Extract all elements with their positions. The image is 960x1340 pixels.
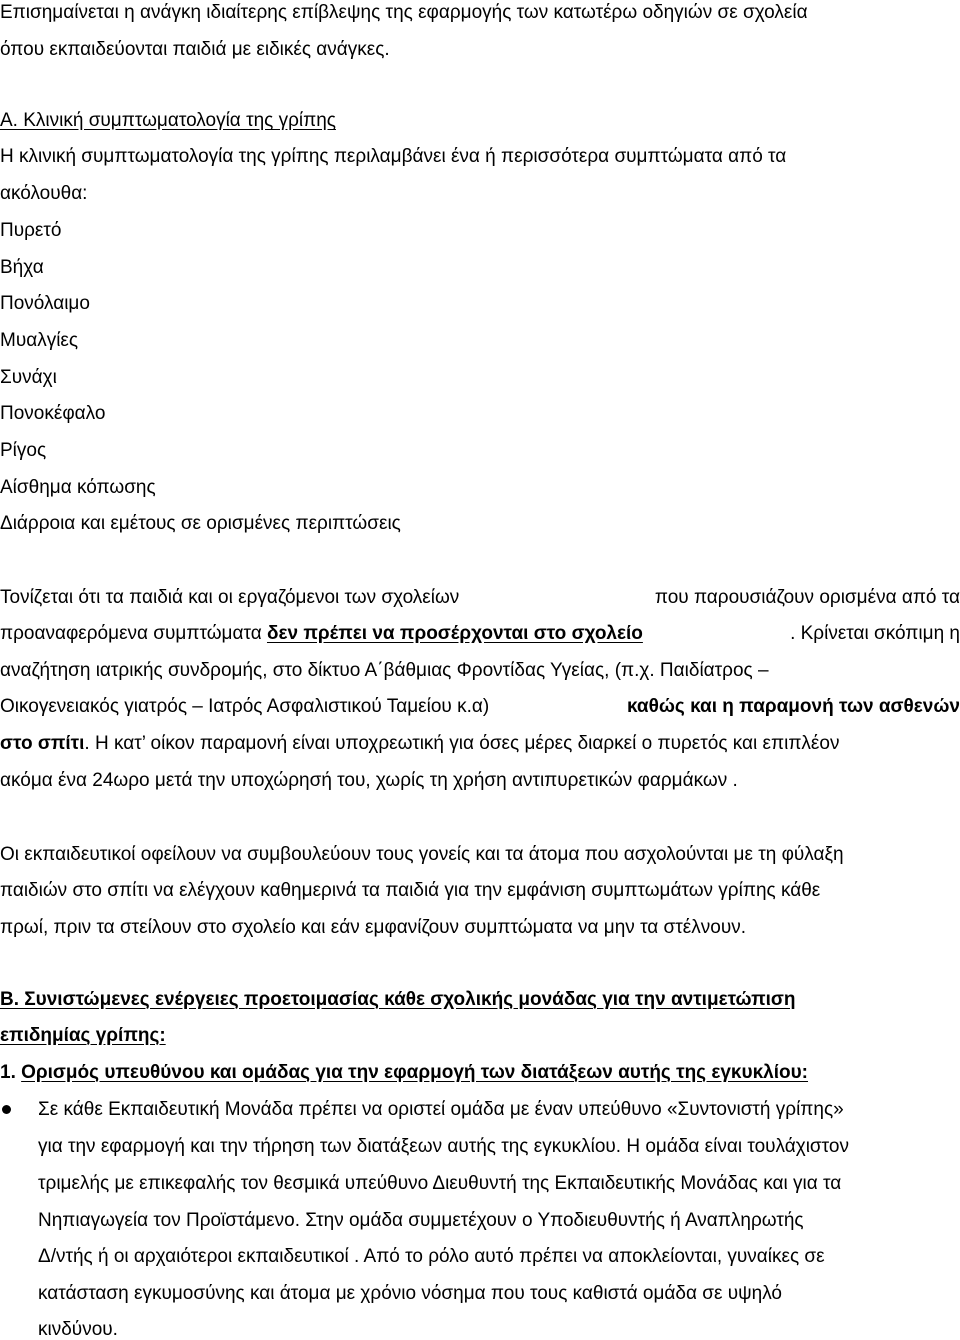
bullet-line: τριμελής με επικεφαλής τον θεσμικά υπεύθυνο Διευθυντή της Εκπαιδευτικής Μονάδας και για τα xyxy=(38,1173,842,1194)
emphasis-text: Οικογενειακός γιατρός – Ιατρός Ασφαλιστικού Ταμείου κ.α) xyxy=(0,696,490,717)
intro-line-1: Επισημαίνεται η ανάγκη ιδιαίτερης επίβλεψης της εφαρμογής των κατωτέρω οδηγιών σε σχολεία xyxy=(0,2,808,23)
subheading-title: Ορισμός υπευθύνου και ομάδας για την εφαρμογή των διατάξεων αυτής της εγκυκλίου: xyxy=(21,1062,809,1083)
symptom-item: Βήχα xyxy=(0,257,44,278)
emphasis-bold-warning: δεν πρέπει να προσέρχονται στο σχολείο xyxy=(266,623,643,644)
emphasis-line-1 xyxy=(0,588,960,607)
emphasis-text: που παρουσιάζουν ορισμένα από τα xyxy=(654,587,960,608)
subheading-number: 1. xyxy=(0,1062,22,1083)
bullet-line: για την εφαρμογή και την τήρηση των διατάξεων αυτής της εγκυκλίου. Η ομάδα είναι τουλάχιστον xyxy=(38,1136,849,1157)
emphasis-text: Τονίζεται ότι τα παιδιά και οι εργαζόμενοι των σχολείων xyxy=(0,587,460,608)
bullet-line: κατάσταση εγκυμοσύνης και άτομα με χρόνιο νόσημα που τους καθιστά ομάδα σε υψηλό xyxy=(38,1283,782,1304)
emphasis-line-6: ακόμα ένα 24ωρο μετά την υποχώρησή του, χωρίς τη χρήση αντιπυρετικών φαρμάκων . xyxy=(0,770,738,791)
symptom-item: Συνάχι xyxy=(0,367,57,388)
bullet-icon xyxy=(2,1105,11,1114)
section-b-heading-1: Β. Συνιστώμενες ενέργειες προετοιμασίας κάθε σχολικής μονάδας για την αντιμετώπιση xyxy=(0,989,796,1010)
section-a-lead-1: Η κλινική συμπτωματολογία της γρίπης περιλαμβάνει ένα ή περισσότερα συμπτώματα από τα xyxy=(0,146,787,167)
emphasis-bold-stay-home: καθώς και η παραμονή των ασθενών xyxy=(626,696,960,717)
emphasis-text: προαναφερόμενα συμπτώματα xyxy=(0,623,267,644)
emphasis-line-5 xyxy=(0,734,839,753)
emphasis-line-2 xyxy=(0,624,960,643)
section-b-subheading xyxy=(0,1063,808,1082)
emphasis-line-4 xyxy=(0,697,960,716)
bullet-line: Νηπιαγωγεία τον Προϊστάμενο. Στην ομάδα συμμετέχουν ο Υποδιευθυντής ή Αναπληρωτής xyxy=(38,1210,804,1231)
emphasis-bold-home: στο σπίτι xyxy=(0,733,85,754)
emphasis-text: . Η κατ’ οίκον παραμονή είναι υποχρεωτική για όσες μέρες διαρκεί ο πυρετός και επιπλέον xyxy=(84,733,840,754)
symptom-item: Πυρετό xyxy=(0,220,62,241)
bullet-line: κινδύνου. xyxy=(38,1319,118,1340)
intro-line-2: όπου εκπαιδεύονται παιδιά με ειδικές ανάγκες. xyxy=(0,39,390,60)
teachers-line-2: παιδιών στο σπίτι να ελέγχουν καθημερινά τα παιδιά για την εμφάνιση συμπτωμάτων γρίπης κάθε xyxy=(0,880,821,901)
bullet-line: Δ/ντής ή οι αρχαιότεροι εκπαιδευτικοί . Από το ρόλο αυτό πρέπει να αποκλείονται, γυναίκες σε xyxy=(38,1246,825,1267)
teachers-line-3: πρωί, πριν τα στείλουν στο σχολείο και εάν εμφανίζουν συμπτώματα να μην τα στέλνουν. xyxy=(0,917,747,938)
symptom-item: Διάρροια και εμέτους σε ορισμένες περιπτώσεις xyxy=(0,513,401,534)
section-b-heading-2: επιδημίας γρίπης: xyxy=(0,1025,166,1046)
symptom-item: Μυαλγίες xyxy=(0,330,79,351)
emphasis-text: . Κρίνεται σκόπιμη η xyxy=(790,623,960,644)
symptom-item: Πονόλαιμο xyxy=(0,293,90,314)
symptom-item: Πονοκέφαλο xyxy=(0,403,106,424)
teachers-line-1: Οι εκπαιδευτικοί οφείλουν να συμβουλεύουν τους γονείς και τα άτομα που ασχολούνται με τη φύλαξη xyxy=(0,844,844,865)
bullet-line: Σε κάθε Εκπαιδευτική Μονάδα πρέπει να οριστεί ομάδα με έναν υπεύθυνο «Συντονιστή γρίπης» xyxy=(38,1099,844,1120)
symptom-item: Αίσθημα κόπωσης xyxy=(0,477,156,498)
symptom-item: Ρίγος xyxy=(0,440,47,461)
emphasis-line-3: αναζήτηση ιατρικής συνδρομής, στο δίκτυο Α΄βάθμιας Φροντίδας Υγείας, (π.χ. Παιδίατρος – xyxy=(0,660,769,681)
emphasis-line-2-left xyxy=(0,624,643,643)
section-a-heading: Α. Κλινική συμπτωματολογία της γρίπης xyxy=(0,110,336,131)
section-a-lead-2: ακόλουθα: xyxy=(0,183,88,204)
